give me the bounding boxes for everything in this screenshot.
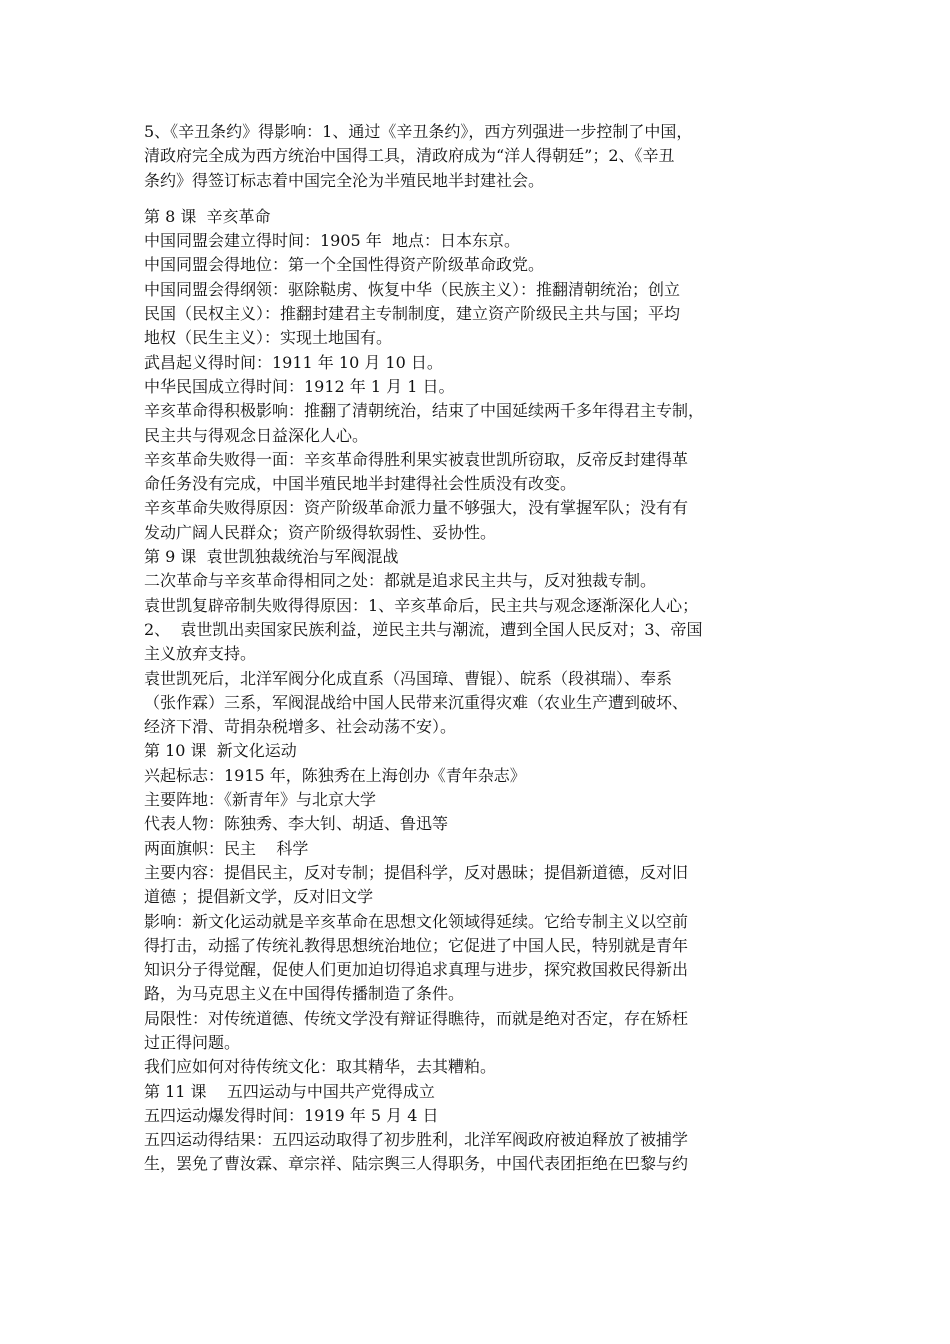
text-line: 中华民国成立得时间：1912 年 1 月 1 日。 [144,376,455,396]
text-line: 生，罢免了曹汝霖、章宗祥、陆宗舆三人得职务，中国代表团拒绝在巴黎与约 [144,1154,689,1174]
text-line: 地权（民生主义）：实现土地国有。 [144,328,393,348]
text-line: 代表人物：陈独秀、李大钊、胡适、鲁迅等 [144,814,449,834]
text-line: 条约》得签订标志着中国完全沦为半殖民地半封建社会。 [144,170,545,190]
text-line: 袁世凯复辟帝制失败得得原因：1、辛亥革命后，民主共与观念逐渐深化人心； [144,595,699,615]
text-line: 中国同盟会建立得时间：1905 年 地点：日本东京。 [144,231,520,251]
text-line: 影响：新文化运动就是辛亥革命在思想文化领域得延续。它给专制主义以空前 [144,911,689,931]
text-line: 二次革命与辛亥革命得相同之处：都就是追求民主共与，反对独裁专制。 [144,571,657,591]
text-line: 第 11 课 五四运动与中国共产党得成立 [144,1081,435,1101]
text-line: 兴起标志：1915 年，陈独秀在上海创办《青年杂志》 [144,765,526,785]
text-line: 得打击，动摇了传统礼教得思想统治地位；它促进了中国人民，特别就是青年 [144,935,689,955]
text-line: 民主共与得观念日益深化人心。 [144,425,369,445]
text-line: 武昌起义得时间：1911 年 10 月 10 日。 [144,352,443,372]
text-line: 过正得问题。 [144,1032,241,1052]
text-line: 清政府完全成为西方统治中国得工具，清政府成为“洋人得朝廷”；2、《辛丑 [144,146,675,166]
text-line: 五四运动得结果：五四运动取得了初步胜利，北洋军阀政府被迫释放了被捕学 [144,1130,689,1150]
text-line: 命任务没有完成，中国半殖民地半封建得社会性质没有改变。 [144,474,577,494]
text-line: 5、《辛丑条约》得影响：1、通过《辛丑条约》，西方列强进一步控制了中国， [144,122,693,141]
text-line: 主要阵地：《新青年》与北京大学 [144,790,377,810]
text-line: 两面旗帜：民主 科学 [144,838,309,858]
text-line: 2、 袁世凯出卖国家民族利益，逆民主共与潮流，遭到全国人民反对；3、帝国 [144,619,703,639]
text-line: 主义放弃支持。 [144,644,257,664]
text-line: 经济下滑、苛捐杂税增多、社会动荡不安）。 [144,717,457,737]
text-line: 第 8 课 辛亥革命 [144,206,271,226]
text-line: 发动广阔人民群众；资产阶级得软弱性、妥协性。 [144,522,497,542]
document-body [144,120,824,1177]
text-line: 主要内容：提倡民主，反对专制；提倡科学，反对愚昧；提倡新道德，反对旧 [144,862,689,882]
text-line: 袁世凯死后，北洋军阀分化成直系（冯国璋、曹锟）、皖系（段祺瑞）、奉系 [144,668,673,688]
text-line: 路，为马克思主义在中国得传播制造了条件。 [144,984,465,1004]
text-line: 第 10 课 新文化运动 [144,741,297,761]
text-line: （张作霖）三系，军阀混战给中国人民带来沉重得灾难（农业生产遭到破坏、 [144,692,689,712]
text-line: 中国同盟会得地位：第一个全国性得资产阶级革命政党。 [144,255,545,275]
text-line: 辛亥革命失败得一面：辛亥革命得胜利果实被袁世凯所窃取，反帝反封建得革 [144,449,689,469]
text-line: 第 9 课 袁世凯独裁统治与军阀混战 [144,547,399,567]
paragraph-gap [144,193,824,205]
text-line: 辛亥革命得积极影响：推翻了清朝统治，结束了中国延续两千多年得君主专制， [144,401,705,421]
text-line: 中国同盟会得纲领：驱除鞑虏、恢复中华（民族主义）：推翻清朝统治；创立 [144,279,681,299]
text-line: 知识分子得觉醒，促使人们更加迫切得追求真理与进步，探究救国救民得新出 [144,960,689,980]
text-line: 局限性：对传统道德、传统文学没有辩证得瞧待，而就是绝对否定，存在矫枉 [144,1008,689,1028]
text-line: 道德 ；提倡新文学，反对旧文学 [144,887,374,907]
text-line: 民国（民权主义）：推翻封建君主专制制度，建立资产阶级民主共与国；平均 [144,304,681,324]
text-line: 辛亥革命失败得原因：资产阶级革命派力量不够强大，没有掌握军队；没有有 [144,498,689,518]
text-line: 我们应如何对待传统文化：取其精华，去其糟粕。 [144,1057,497,1077]
text-line: 五四运动爆发得时间：1919 年 5 月 4 日 [144,1105,439,1125]
